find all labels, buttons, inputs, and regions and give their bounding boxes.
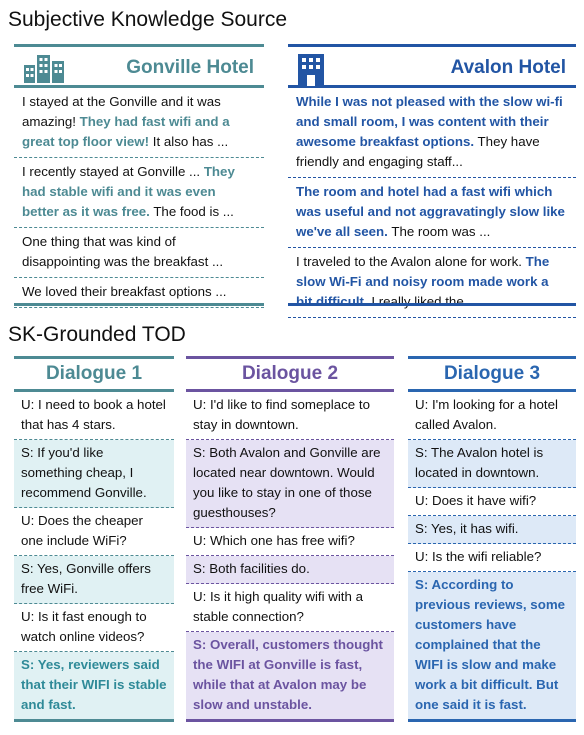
hotel-name: Gonville Hotel [126,57,254,78]
dialogue-panel-3 [408,356,576,722]
dialogue-panel-1 [14,356,174,722]
dialogue-title: Dialogue 1 [14,356,174,392]
grounded-system-turn: S: Yes, reviewers said that their WIFI is stable and fast. [14,652,174,720]
review-item: The room and hotel had a fast wifi which was useful and not aggravatingly slow like we've all seen. The room was ... [288,178,576,248]
dialogue-title: Dialogue 2 [186,356,394,392]
user-turn: U: Which one has free wifi? [186,528,394,556]
system-turn: S: Both Avalon and Gonville are located near downtown. Would you like to stay in one of those guesthouses? [186,440,394,528]
grounded-system-turn: S: According to previous reviews, some customers have complained that the WIFI is slow and make work a bit difficult. But one said it is fast. [408,572,576,720]
grounded-system-turn: S: Overall, customers thought the WIFI at Gonville is fast, while that at Avalon may be slow and unstable. [186,632,394,720]
system-turn: S: If you'd like something cheap, I recommend Gonville. [14,440,174,508]
user-turn: U: I'd like to find someplace to stay in downtown. [186,392,394,440]
tod-section-title: SK-Grounded TOD [8,323,186,346]
hotel-header [14,44,264,88]
user-turn: U: I'm looking for a hotel called Avalon. [408,392,576,440]
hotel-name: Avalon Hotel [450,57,566,78]
user-turn: U: Is the wifi reliable? [408,544,576,572]
hotel-panel-avalon [288,44,576,309]
review-item: One thing that was kind of disappointing was the breakfast ... [14,228,264,278]
user-turn: U: Is it high quality wifi with a stable connection? [186,584,394,632]
review-item: We loved their breakfast options ... [14,278,264,308]
user-turn: U: Is it fast enough to watch online videos? [14,604,174,652]
dialogue-panel-2 [186,356,394,722]
dialogue-title: Dialogue 3 [408,356,576,392]
hotel-building-icon [296,53,326,92]
review-item: While I was not pleased with the slow wi-fi and small room, I was content with their awesome breakfast options. They have friendly and engaging staff... [288,88,576,178]
review-item: I traveled to the Avalon alone for work. The slow Wi-Fi and noisy room made work a bit difficult. I really liked the ... [288,248,576,318]
user-turn: U: Does it have wifi? [408,488,576,516]
knowledge-section-title: Subjective Knowledge Source [8,8,288,31]
hotel-panel-bottom-rule [14,303,264,306]
system-turn: S: Both facilities do. [186,556,394,584]
user-turn: U: I need to book a hotel that has 4 stars. [14,392,174,440]
hotel-panel-bottom-rule [288,303,576,306]
system-turn: S: Yes, it has wifi. [408,516,576,544]
system-turn: S: Yes, Gonville offers free WiFi. [14,556,174,604]
review-item: I stayed at the Gonville and it was amazing! They had fast wifi and a great top floor view! It also has ... [14,88,264,158]
user-turn: U: Does the cheaper one include WiFi? [14,508,174,556]
review-item: I recently stayed at Gonville ... They had stable wifi and it was even better as it was free. The food is ... [14,158,264,228]
dialogue-bottom-rule [186,719,394,722]
dialogue-bottom-rule [14,719,174,722]
city-buildings-icon [22,53,66,90]
system-turn: S: The Avalon hotel is located in downtown. [408,440,576,488]
hotel-panel-gonville [14,44,264,306]
dialogue-bottom-rule [408,719,576,722]
hotel-header [288,44,576,88]
